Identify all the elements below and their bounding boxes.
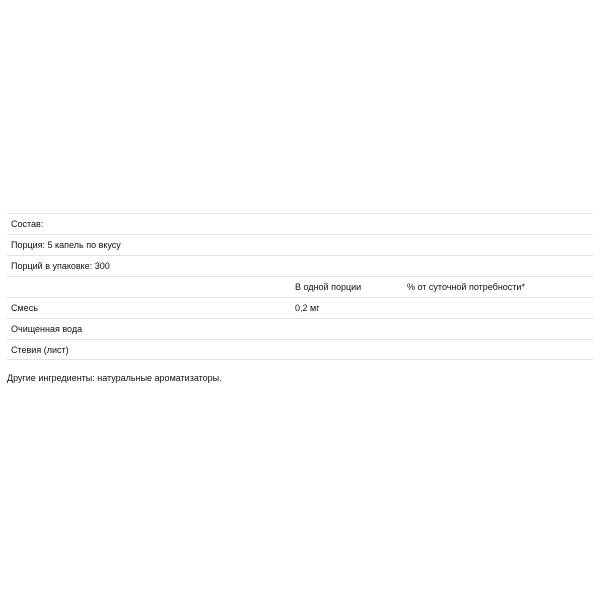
composition-label: Состав: (11, 219, 44, 229)
composition-row (7, 213, 593, 234)
ingredient-amount: 0,2 мг (295, 303, 320, 313)
daily-value-header: % от суточной потребности* (407, 282, 525, 292)
ingredient-name: Стевия (лист) (11, 345, 69, 355)
ingredient-row (7, 318, 593, 339)
column-header-row (7, 276, 593, 297)
per-serving-header: В одной порции (295, 282, 362, 292)
supplement-facts-table (7, 213, 593, 360)
serving-size: Порция: 5 капель по вкусу (11, 240, 121, 250)
servings-per-container-row (7, 255, 593, 276)
ingredient-row (7, 297, 593, 318)
ingredient-name: Очищенная вода (11, 324, 83, 334)
other-ingredients-note: Другие ингредиенты: натуральные ароматизаторы. (7, 373, 222, 383)
serving-size-row (7, 234, 593, 255)
servings-per-container: Порций в упаковке: 300 (11, 261, 110, 271)
ingredient-row (7, 339, 593, 360)
ingredient-name: Смесь (11, 303, 38, 313)
